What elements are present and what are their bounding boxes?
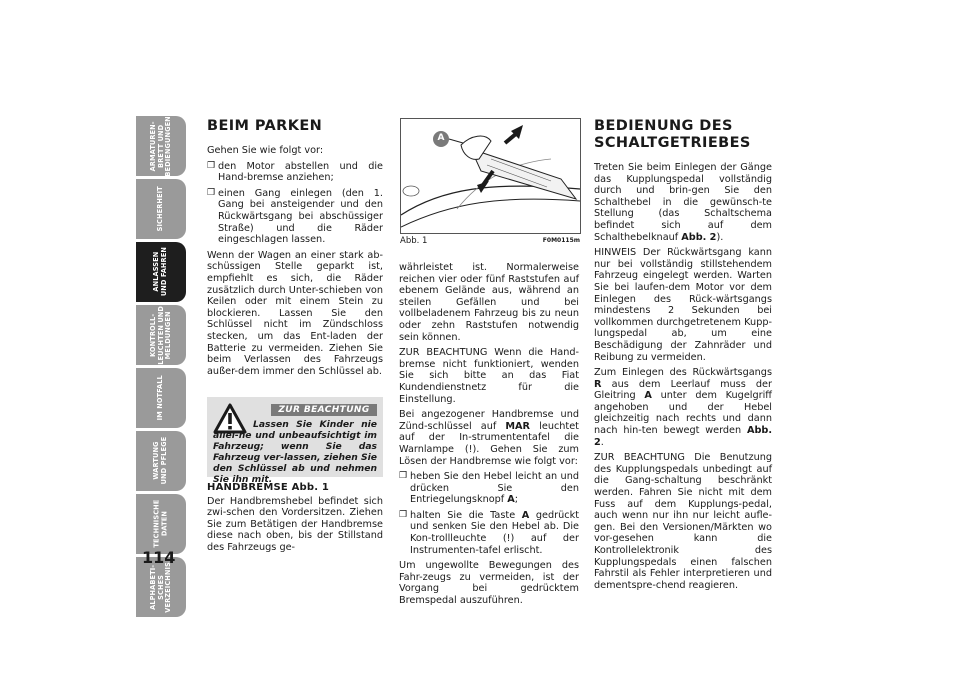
body-text: HINWEIS Der Rückwärtsgang kann nur bei vollständig stillstehendem Fahrzeug eingelegt werden. Warten Sie bei laufen-dem Motor vor dem Einlegen des Rück-wärtsgangs mindestens 2 Sekunden bei vollkommen durchgetretenem Kupp-lungspedal ab, um eine Beschädigung der Zahnräder und Reibung zu vermeiden. <box>594 247 772 363</box>
column-gearbox <box>594 118 772 595</box>
section-title: BEDIENUNG DES SCHALTGETRIEBES <box>594 118 751 151</box>
chapter-tabs <box>136 116 186 620</box>
checkbox-bullet-icon: ❒ <box>207 187 216 198</box>
column-parking <box>207 118 383 381</box>
section-title: BEIM PARKEN <box>207 118 323 134</box>
figure-caption <box>400 236 580 246</box>
body-text: Bei angezogener Handbremse und Zünd-schlüssel auf MAR leuchtet auf der In-strumententafel die Warnlampe (!). Gehen Sie zum Lösen der Handbremse wie folgt vor: <box>399 409 579 467</box>
body-text: Treten Sie beim Einlegen der Gänge das Kupplungspedal vollständig durch und brin-gen Sie den Schalthebel in die gewünsch-te Stellung (das Schaltschema befindet sich auf dem Schalthebelknauf Abb. 2). <box>594 162 772 243</box>
brake-warning-light-icon: (!) <box>502 533 515 545</box>
tab-wartung[interactable] <box>136 431 186 491</box>
tab-label: SICHERHEIT <box>156 186 165 232</box>
handbrake-figure <box>400 118 581 234</box>
body-text: ZUR BEACHTUNG Die Benutzung des Kupplungspedals unbedingt auf die Gang-schaltung beschränkt werden. Fahren Sie nicht mit dem Fuss auf dem Kupplungs-pedal, auch wenn nur ihn nur leicht aufle-gen. Bei den Versionen/Märkten wo vor-gesehen kann die Kontrollelektronik des Kupplungspedals einen falschen Fahrstil als Fehler interpretieren und dementspre-chend reagieren. <box>594 452 772 591</box>
body-text: Zum Einlegen des Rückwärtsgangs R aus dem Leerlauf muss der Gleitring A unter dem Kugelgriff angehoben und der Hebel gleichzeitig nach rechts und dann nach hin-ten bewegt werden Abb. 2. <box>594 367 772 448</box>
list-item: ❒ halten Sie die Taste A gedrückt und senken Sie den Hebel ab. Die Kon-trollleuchte (!) auf der Instrumenten-tafel erlischt. <box>399 509 579 556</box>
intro-text: Gehen Sie wie folgt vor: <box>207 145 324 156</box>
figure-label: Abb. 1 <box>400 236 428 246</box>
tab-label: TECHNISCHE DATEN <box>152 500 168 548</box>
brake-warning-light-icon: (!) <box>464 443 477 455</box>
list-item: ❒ einen Gang einlegen (den 1. Gang bei ansteigender und den Rückwärtsgang bei abschüssiger Straße) und die Räder eingeschlagen lassen. <box>207 187 383 246</box>
body-text: ZUR BEACHTUNG Wenn die Hand-bremse nicht funktioniert, wenden Sie sich bitte an das Fiat Kundendienstnetz für die Einstellung. <box>399 347 579 405</box>
figure-code: F0M0115m <box>542 237 580 244</box>
column-handbrake <box>207 482 383 558</box>
tab-technische-daten[interactable] <box>136 494 186 554</box>
tab-armaturenbrett[interactable] <box>136 116 186 176</box>
body-text: Wenn der Wagen an einer stark ab-schüssigen Stelle geparkt ist, empfiehlt es sich, die Räder zusätzlich durch Unter-schieben von Keilen oder mit einem Stein zu blockieren. Lassen Sie den Schlüssel nicht im Zündschloss stecken, um das Ent-laden der Batterie zu vermeiden. Ziehen Sie beim Verlassen des Fahrzeugs außer-dem immer den Schlüssel ab. <box>207 249 383 377</box>
tab-label: ARMATUREN- BRETT UND BEDIENGUNGEN <box>148 116 172 176</box>
body-text: Um ungewollte Bewegungen des Fahr-zeugs zu vermeiden, ist der Vorgang bei gedrücktem Bremspedal auszuführen. <box>399 560 579 607</box>
list-item: ❒ den Motor abstellen und die Hand-bremse anziehen; <box>207 160 383 184</box>
tab-label: IM NOTFALL <box>156 375 165 421</box>
body-text: währleistet ist. Normalerweise reichen vier oder fünf Raststufen auf ebenem Gelände aus, während an steilen Gefällen und bei vollbeladenem Fahrzeug bis zu neun oder zehn Raststufen notwendig sein können. <box>399 262 579 343</box>
tab-label: ALPHABETI- SCHES VERZEICHNIS <box>148 561 172 613</box>
checkbox-bullet-icon: ❒ <box>399 471 408 482</box>
warning-label: ZUR BEACHTUNG <box>271 404 377 416</box>
warning-text: Lassen Sie Kinder nie allei-ne und unbeaufsichtigt im Fahrzeug; wenn Sie das Fahrzeug ver-lassen, ziehen Sie den Schlüssel ab und nehmen Sie ihn mit. <box>213 419 377 485</box>
tab-label: ANLASSEN UND FAHREN <box>152 247 168 297</box>
handbrake-illustration <box>401 119 580 233</box>
subsection-title: HANDBREMSE Abb. 1 <box>207 482 330 493</box>
tab-im-notfall[interactable] <box>136 368 186 428</box>
list-item: ❒ heben Sie den Hebel leicht an und drücken Sie den Entriegelungsknopf A; <box>399 471 579 506</box>
column-handbrake-cont <box>399 262 579 611</box>
tab-label: WARTUNG UND PFLEGE <box>152 437 168 485</box>
checkbox-bullet-icon: ❒ <box>399 509 408 520</box>
checkbox-bullet-icon: ❒ <box>207 160 216 171</box>
figure-marker: A <box>437 133 445 143</box>
tab-label: KONTROLL- LEUCHTEN UND MELDUNGEN <box>148 305 172 365</box>
body-text: Der Handbremshebel befindet sich zwi-schen den Vordersitzen. Ziehen Sie zum Betätigen der Handbremse diese nach oben, bis der Stillstand des Fahrzeugs ge- <box>207 495 383 553</box>
tab-anlassen-und-fahren[interactable] <box>136 242 186 302</box>
page-number: 114 <box>142 548 176 567</box>
tab-kontrollleuchten[interactable] <box>136 305 186 365</box>
tab-sicherheit[interactable] <box>136 179 186 239</box>
warning-box <box>207 397 383 485</box>
